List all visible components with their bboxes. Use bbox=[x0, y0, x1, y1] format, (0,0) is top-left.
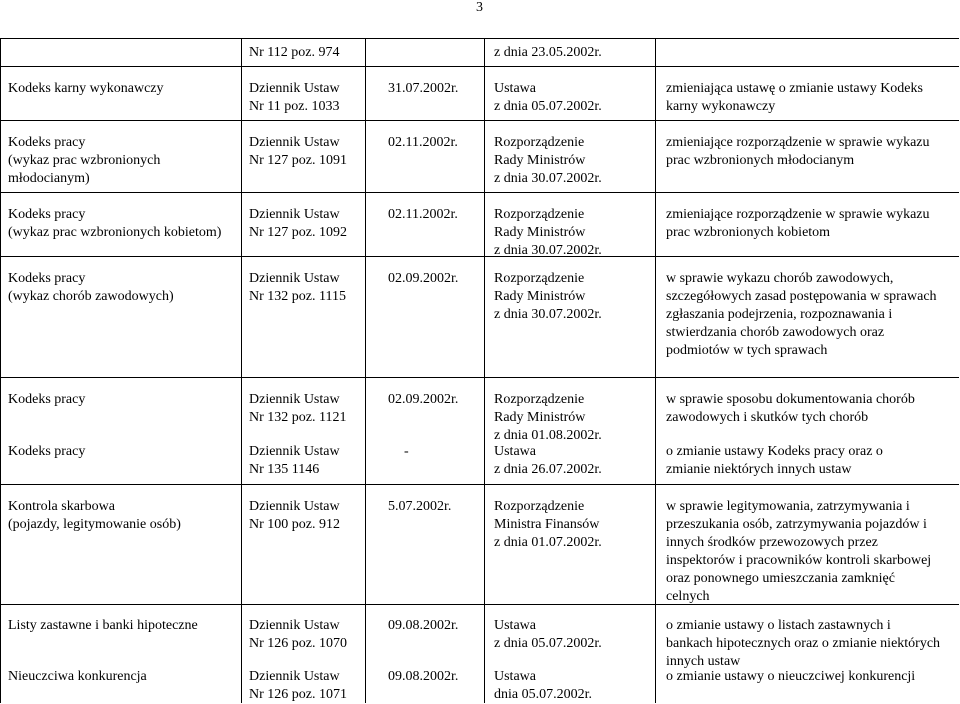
description-cell bbox=[666, 391, 915, 427]
cell-line: przeszukania osób, zatrzymywania pojazdów i bbox=[666, 517, 927, 532]
cell-line: Ustawa bbox=[494, 669, 536, 684]
cell-line: 09.08.2002r. bbox=[388, 618, 459, 633]
effective-date-cell bbox=[404, 443, 409, 461]
cell-line: zmieniające rozporządzenie w sprawie wykazu bbox=[666, 207, 930, 222]
cell-line: Rozporządzenie bbox=[494, 271, 585, 286]
page-number: 3 bbox=[476, 0, 483, 15]
effective-date-cell bbox=[388, 391, 458, 409]
subject-cell bbox=[8, 134, 160, 188]
effective-date-cell bbox=[388, 617, 458, 635]
cell-line: o zmianie ustawy o listach zastawnych i bbox=[666, 618, 891, 633]
cell-line: Nr 126 poz. 1070 bbox=[249, 636, 347, 651]
cell-line: z dnia 23.05.2002r. bbox=[494, 45, 602, 60]
act-cell bbox=[494, 391, 602, 445]
cell-line: 31.07.2002r. bbox=[388, 81, 459, 96]
journal-cell bbox=[249, 668, 347, 704]
cell-line: z dnia 26.07.2002r. bbox=[494, 462, 602, 477]
cell-line: Dziennik Ustaw bbox=[249, 392, 340, 407]
journal-cell bbox=[249, 498, 340, 534]
act-cell bbox=[494, 206, 602, 260]
subject-cell bbox=[8, 617, 198, 635]
journal-cell bbox=[249, 206, 347, 242]
journal-cell bbox=[249, 617, 347, 653]
table-border-top bbox=[1, 38, 959, 39]
journal-cell bbox=[249, 391, 346, 427]
cell-line: Nr 100 poz. 912 bbox=[249, 517, 340, 532]
subject-cell bbox=[8, 391, 85, 409]
cell-line: Nr 135 1146 bbox=[249, 462, 320, 477]
subject-cell bbox=[8, 498, 181, 534]
cell-line: 02.11.2002r. bbox=[388, 135, 458, 150]
cell-line: zawodowych i skutków tych chorób bbox=[666, 410, 869, 425]
subject-cell bbox=[8, 270, 174, 306]
cell-line: Nr 132 poz. 1115 bbox=[249, 289, 346, 304]
cell-line: Rozporządzenie bbox=[494, 499, 585, 514]
cell-line: dnia 05.07.2002r. bbox=[494, 687, 592, 702]
cell-line: szczegółowych zasad postępowania w sprawach bbox=[666, 289, 937, 304]
effective-date-cell bbox=[388, 270, 458, 288]
effective-date-cell bbox=[388, 134, 458, 152]
cell-line: Nr 127 poz. 1091 bbox=[249, 153, 347, 168]
subject-cell bbox=[8, 206, 221, 242]
act-cell bbox=[494, 80, 602, 116]
description-cell bbox=[666, 443, 883, 479]
cell-line: z dnia 05.07.2002r. bbox=[494, 636, 602, 651]
effective-date-cell bbox=[388, 80, 458, 98]
act-cell bbox=[494, 44, 602, 62]
subject-cell bbox=[8, 80, 164, 98]
cell-line: Nr 126 poz. 1071 bbox=[249, 687, 347, 702]
cell-line: Ustawa bbox=[494, 81, 536, 96]
row-divider bbox=[1, 120, 959, 121]
effective-date-cell bbox=[388, 498, 451, 516]
cell-line: 02.09.2002r. bbox=[388, 392, 459, 407]
cell-line: (wykaz prac wzbronionych kobietom) bbox=[8, 225, 222, 240]
cell-line: z dnia 30.07.2002r. bbox=[494, 307, 602, 322]
cell-line: Rady Ministrów bbox=[494, 289, 586, 304]
act-cell bbox=[494, 668, 592, 704]
cell-line: Dziennik Ustaw bbox=[249, 618, 340, 633]
cell-line: 09.08.2002r. bbox=[388, 669, 459, 684]
cell-line: Dziennik Ustaw bbox=[249, 444, 340, 459]
cell-line: Kodeks pracy bbox=[8, 392, 86, 407]
cell-line: w sprawie wykazu chorób zawodowych, bbox=[666, 271, 894, 286]
cell-line: prac wzbronionych młodocianym bbox=[666, 153, 855, 168]
cell-line: prac wzbronionych kobietom bbox=[666, 225, 831, 240]
cell-line: oraz ponownego umieszczania zamknięć bbox=[666, 571, 895, 586]
act-cell bbox=[494, 498, 602, 552]
cell-line: celnych bbox=[666, 589, 710, 604]
subject-cell bbox=[8, 668, 147, 686]
cell-line: bankach hipotecznych oraz o zmianie niektórych bbox=[666, 636, 941, 651]
cell-line: z dnia 05.07.2002r. bbox=[494, 99, 602, 114]
journal-cell bbox=[249, 443, 340, 479]
act-cell bbox=[494, 443, 602, 479]
cell-line: z dnia 01.08.2002r. bbox=[494, 428, 602, 443]
cell-line: Dziennik Ustaw bbox=[249, 81, 340, 96]
cell-line: Rozporządzenie bbox=[494, 392, 585, 407]
cell-line: Rady Ministrów bbox=[494, 225, 586, 240]
act-cell bbox=[494, 134, 602, 188]
row-divider bbox=[1, 192, 959, 193]
journal-cell bbox=[249, 44, 339, 62]
cell-line: Listy zastawne i banki hipoteczne bbox=[8, 618, 198, 633]
cell-line: w sprawie legitymowania, zatrzymywania i bbox=[666, 499, 910, 514]
journal-cell bbox=[249, 270, 346, 306]
row-divider bbox=[1, 256, 959, 257]
cell-line: z dnia 30.07.2002r. bbox=[494, 171, 602, 186]
cell-line: zmieniające rozporządzenie w sprawie wykazu bbox=[666, 135, 930, 150]
cell-line: Dziennik Ustaw bbox=[249, 669, 340, 684]
column-divider bbox=[365, 38, 366, 703]
description-cell bbox=[666, 270, 937, 360]
cell-line: Dziennik Ustaw bbox=[249, 271, 340, 286]
cell-line: w sprawie sposobu dokumentowania chorób bbox=[666, 392, 915, 407]
row-divider bbox=[1, 484, 959, 485]
cell-line: - bbox=[404, 444, 409, 459]
cell-line: innych ustaw bbox=[666, 654, 741, 669]
cell-line: (wykaz prac wzbronionych bbox=[8, 153, 161, 168]
cell-line: Ustawa bbox=[494, 618, 536, 633]
journal-cell bbox=[249, 134, 347, 170]
cell-line: Nr 132 poz. 1121 bbox=[249, 410, 347, 425]
cell-line: Ustawa bbox=[494, 444, 536, 459]
cell-line: młodocianym) bbox=[8, 171, 90, 186]
cell-line: Kodeks pracy bbox=[8, 444, 86, 459]
cell-line: z dnia 30.07.2002r. bbox=[494, 243, 602, 258]
cell-line: Rady Ministrów bbox=[494, 410, 586, 425]
cell-line: o zmianie ustawy Kodeks pracy oraz o bbox=[666, 444, 883, 459]
cell-line: 5.07.2002r. bbox=[388, 499, 452, 514]
cell-line: Kontrola skarbowa bbox=[8, 499, 115, 514]
cell-line: Dziennik Ustaw bbox=[249, 499, 340, 514]
cell-line: Kodeks karny wykonawczy bbox=[8, 81, 164, 96]
description-cell bbox=[666, 668, 915, 686]
cell-line: Dziennik Ustaw bbox=[249, 207, 340, 222]
cell-line: zgłaszania podejrzenia, rozpoznawania i bbox=[666, 307, 893, 322]
cell-line: (pojazdy, legitymowanie osób) bbox=[8, 517, 181, 532]
cell-line: karny wykonawczy bbox=[666, 99, 776, 114]
cell-line: Kodeks pracy bbox=[8, 271, 86, 286]
column-divider bbox=[655, 38, 656, 703]
subject-cell bbox=[8, 443, 85, 461]
cell-line: Rady Ministrów bbox=[494, 153, 586, 168]
cell-line: 02.11.2002r. bbox=[388, 207, 458, 222]
row-divider bbox=[1, 66, 959, 67]
description-cell bbox=[666, 617, 940, 671]
cell-line: Nr 127 poz. 1092 bbox=[249, 225, 347, 240]
description-cell bbox=[666, 80, 923, 116]
cell-line: zmianie niektórych innych ustaw bbox=[666, 462, 852, 477]
cell-line: Kodeks pracy bbox=[8, 135, 86, 150]
cell-line: stwierdzania chorób zawodowych oraz bbox=[666, 325, 885, 340]
cell-line: Dziennik Ustaw bbox=[249, 135, 340, 150]
cell-line: z dnia 01.07.2002r. bbox=[494, 535, 602, 550]
effective-date-cell bbox=[388, 206, 458, 224]
cell-line: podmiotów w tych sprawach bbox=[666, 343, 828, 358]
journal-cell bbox=[249, 80, 340, 116]
cell-line: o zmianie ustawy o nieuczciwej konkurencji bbox=[666, 669, 916, 684]
column-divider bbox=[484, 38, 485, 703]
cell-line: innych środków przewozowych przez bbox=[666, 535, 878, 550]
row-divider bbox=[1, 377, 959, 378]
cell-line: Nr 112 poz. 974 bbox=[249, 45, 340, 60]
description-cell bbox=[666, 498, 931, 606]
cell-line: zmieniająca ustawę o zmianie ustawy Kodeks bbox=[666, 81, 923, 96]
cell-line: Rozporządzenie bbox=[494, 135, 585, 150]
act-cell bbox=[494, 270, 602, 324]
cell-line: Nieuczciwa konkurencja bbox=[8, 669, 147, 684]
cell-line: Rozporządzenie bbox=[494, 207, 585, 222]
cell-line: Nr 11 poz. 1033 bbox=[249, 99, 340, 114]
cell-line: Ministra Finansów bbox=[494, 517, 600, 532]
column-divider bbox=[241, 38, 242, 703]
cell-line: inspektorów i pracowników kontroli skarbowej bbox=[666, 553, 932, 568]
act-cell bbox=[494, 617, 602, 653]
cell-line: (wykaz chorób zawodowych) bbox=[8, 289, 174, 304]
effective-date-cell bbox=[388, 668, 458, 686]
cell-line: 02.09.2002r. bbox=[388, 271, 459, 286]
description-cell bbox=[666, 206, 930, 242]
description-cell bbox=[666, 134, 930, 170]
cell-line: Kodeks pracy bbox=[8, 207, 86, 222]
